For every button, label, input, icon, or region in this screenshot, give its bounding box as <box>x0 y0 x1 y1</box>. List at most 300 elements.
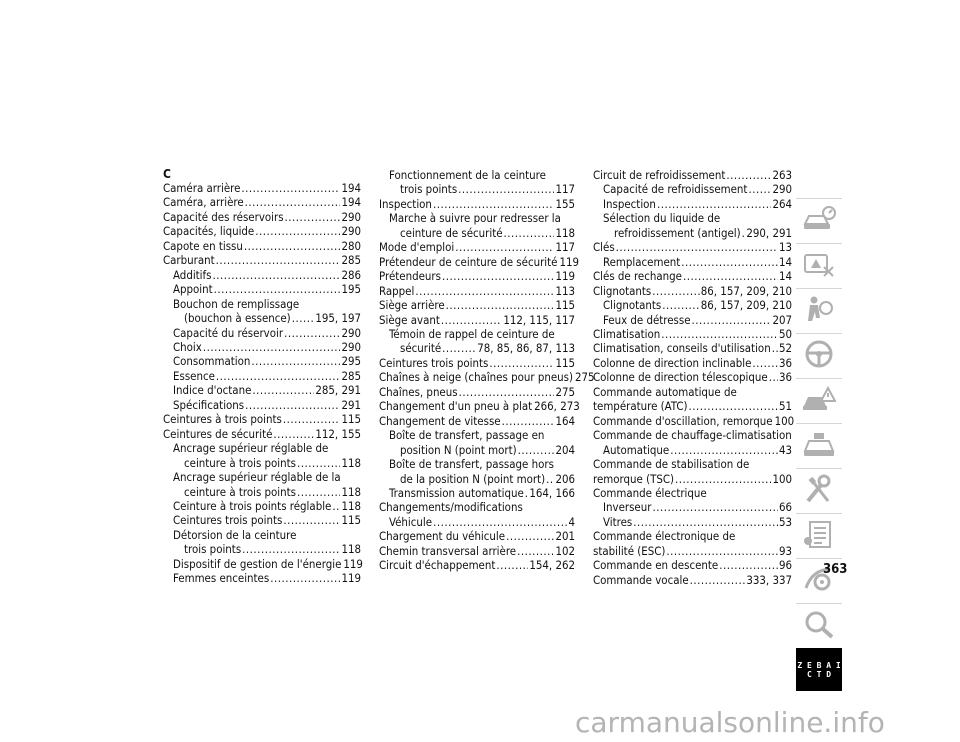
entry-text: trois points <box>184 542 242 557</box>
dot-leader <box>244 239 341 253</box>
dot-leader <box>459 385 555 399</box>
entry-text: Caméra, arrière <box>163 195 244 210</box>
entry-text: Clés <box>593 240 615 255</box>
index-entry <box>379 327 575 341</box>
index-entry <box>163 557 361 571</box>
dot-leader <box>769 370 778 384</box>
wrench-screwdriver-icon <box>802 474 836 508</box>
entry-pages: 290 <box>772 182 792 197</box>
index-entry <box>163 326 361 340</box>
entry-pages: 275 <box>574 370 595 385</box>
dot-leader <box>442 341 476 355</box>
entry-pages: 119 <box>555 269 575 284</box>
index-entry <box>163 354 361 368</box>
entry-pages: 195, 197 <box>315 311 361 326</box>
index-entry <box>163 441 361 455</box>
entry-text: Feux de détresse <box>603 312 691 327</box>
dot-leader <box>255 224 340 238</box>
tab-car-gauge[interactable] <box>796 198 842 242</box>
index-column-3 <box>593 168 795 587</box>
index-entry <box>379 284 575 298</box>
entry-pages: 118 <box>555 225 575 240</box>
entry-text: stabilité (ESC) <box>593 543 666 558</box>
entry-text: (bouchon à essence) <box>184 311 291 326</box>
entry-pages: 291 <box>341 397 361 412</box>
index-entry <box>163 282 361 296</box>
index-entry <box>593 226 792 240</box>
entry-pages: 119 <box>559 254 580 269</box>
tab-steering-wheel[interactable] <box>796 333 842 377</box>
index-entry <box>593 269 792 283</box>
entry-pages: 290 <box>341 224 361 239</box>
entry-text: Chaînes, pneus <box>379 384 458 399</box>
index-az-icon: Z E B A I C T D <box>797 660 841 679</box>
entry-pages: 117 <box>555 240 575 255</box>
index-entry <box>163 340 361 354</box>
entry-text: Transmission automatique <box>389 485 524 500</box>
index-entry <box>163 210 361 224</box>
entry-pages: 102 <box>555 543 575 558</box>
index-entry <box>163 513 361 527</box>
entry-text: Ancrage supérieur réglable de la <box>173 470 341 485</box>
index-entry <box>379 414 575 428</box>
dot-leader <box>245 195 341 209</box>
entry-pages: 53 <box>778 514 792 529</box>
page-number: 363 <box>823 562 848 577</box>
tab-airbag-person[interactable] <box>796 288 842 332</box>
index-entry <box>379 472 575 486</box>
dot-leader <box>666 544 778 558</box>
index-entry <box>163 311 361 325</box>
tab-spec-list[interactable] <box>796 513 842 557</box>
index-entry <box>593 544 792 558</box>
entry-text: Chargement du véhicule <box>379 529 506 544</box>
entry-pages: 194 <box>341 181 361 195</box>
index-entry <box>593 399 792 413</box>
index-entry <box>379 298 575 312</box>
entry-text: Essence <box>173 368 215 383</box>
index-entry <box>593 486 792 500</box>
index-entry <box>379 313 575 327</box>
entry-pages: 280 <box>341 238 361 253</box>
dot-leader <box>212 268 340 282</box>
dot-leader <box>433 515 567 529</box>
magnifier-icon <box>802 609 836 643</box>
entry-pages: 119 <box>343 556 363 571</box>
index-entry <box>379 500 575 514</box>
dot-leader <box>297 485 340 499</box>
entry-text: Commande vocale <box>593 572 689 587</box>
entry-pages: 51 <box>778 399 792 414</box>
entry-pages: 43 <box>778 442 792 457</box>
entry-text: Ceintures trois points <box>173 513 283 528</box>
index-entry <box>593 573 792 587</box>
index-entry <box>379 240 575 254</box>
entry-text: Ceintures trois points <box>379 355 489 370</box>
entry-text: Siège avant <box>379 312 440 327</box>
tab-dashboard-warning[interactable] <box>796 243 842 287</box>
index-entry <box>593 356 792 370</box>
entry-pages: 115 <box>341 412 361 427</box>
index-entry <box>593 413 795 428</box>
index-entry <box>163 571 361 585</box>
dot-leader <box>458 182 554 196</box>
entry-pages: 14 <box>778 254 792 269</box>
entry-text: Dispositif de gestion de l'énergie <box>173 556 342 571</box>
entry-pages: 204 <box>555 442 575 457</box>
entry-pages: 290 <box>341 325 361 340</box>
entry-pages: 66 <box>778 500 792 515</box>
dot-leader <box>245 398 340 412</box>
entry-pages: 118 <box>341 498 361 513</box>
entry-text: Circuit d'échappement <box>379 558 496 573</box>
tab-car-service[interactable] <box>796 423 842 467</box>
entry-pages: 286 <box>341 267 361 282</box>
dot-leader <box>670 443 778 457</box>
entry-pages: 4 <box>568 514 575 529</box>
car-hazard-icon <box>802 384 836 418</box>
dot-leader <box>284 326 340 340</box>
index-entry <box>163 427 361 441</box>
entry-pages: 112, 155 <box>315 426 361 441</box>
entry-text: Prétendeur de ceinture de sécurité <box>379 254 558 269</box>
index-entry <box>593 284 792 298</box>
dot-leader <box>216 253 341 267</box>
entry-text: Fonctionnement de la ceinture <box>389 168 546 182</box>
entry-pages: 333, 337 <box>746 572 792 587</box>
entry-pages: 285 <box>341 368 361 383</box>
index-entry <box>163 181 361 195</box>
index-entry <box>163 369 361 383</box>
index-entry <box>163 297 361 311</box>
entry-text: Climatisation, conseils d'utilisation <box>593 341 771 356</box>
entry-pages: 207 <box>772 312 792 327</box>
index-entry <box>593 428 792 442</box>
dot-leader <box>662 298 699 312</box>
entry-text: Prétendeurs <box>379 269 441 284</box>
entry-text: Témoin de rappel de ceinture de <box>389 326 555 341</box>
dot-leader <box>442 269 555 283</box>
entry-pages: 115 <box>341 513 361 528</box>
index-entry <box>163 542 361 556</box>
dot-leader <box>683 269 778 283</box>
entry-pages: 290, 291 <box>746 225 792 240</box>
dot-leader <box>546 472 554 486</box>
tab-magnifier[interactable] <box>796 603 842 647</box>
entry-text: Clignotants <box>593 283 652 298</box>
car-service-icon <box>802 429 836 463</box>
entry-pages: 154, 262 <box>529 558 575 573</box>
dot-leader <box>719 558 778 572</box>
index-entry <box>593 472 792 486</box>
entry-text: Véhicule <box>389 514 433 529</box>
index-entry <box>379 385 575 399</box>
index-entry <box>593 240 792 254</box>
index-entry <box>163 224 361 238</box>
index-entry <box>593 341 792 355</box>
entry-pages: 100 <box>772 471 792 486</box>
entry-text: Changements/modifications <box>379 500 523 515</box>
index-entry <box>593 197 792 211</box>
entry-text: Caméra arrière <box>163 181 241 195</box>
airbag-person-icon <box>802 294 836 328</box>
index-entry <box>379 226 575 240</box>
entry-text: Circuit de refroidissement <box>593 168 726 182</box>
index-entry <box>163 195 361 209</box>
index-entry <box>593 500 792 514</box>
entry-pages: 263 <box>772 168 792 182</box>
entry-text: Changement de vitesse <box>379 413 501 428</box>
dot-leader <box>517 544 554 558</box>
tab-index-az[interactable] <box>796 648 842 691</box>
dot-leader <box>652 284 699 298</box>
entry-text: Capacités, liquide <box>163 224 255 239</box>
index-entry <box>593 313 792 327</box>
dot-leader <box>415 284 554 298</box>
entry-text: Changement d'un pneu à plat <box>379 399 533 414</box>
spec-list-icon <box>802 519 836 553</box>
dot-leader <box>283 412 341 426</box>
entry-pages: 118 <box>341 484 361 499</box>
entry-text: ceinture à trois points <box>184 484 297 499</box>
entry-pages: 113 <box>555 283 575 298</box>
index-entry <box>379 428 575 442</box>
index-entry <box>163 268 361 282</box>
dot-leader <box>675 472 771 486</box>
entry-text: Inspection <box>603 196 656 211</box>
dot-leader <box>242 542 340 556</box>
entry-text: Remplacement <box>603 254 681 269</box>
entry-pages: 13 <box>778 240 792 255</box>
watermark: carmanualsonline.info <box>575 706 885 739</box>
dot-leader <box>689 399 778 413</box>
dot-leader <box>690 573 746 587</box>
dot-leader <box>496 558 528 572</box>
entry-text: Indice d'octane <box>173 383 252 398</box>
entry-pages: 52 <box>778 341 792 356</box>
entry-text: position N (point mort) <box>400 442 517 457</box>
dot-leader <box>455 240 554 254</box>
entry-pages: 36 <box>778 355 792 370</box>
entry-pages: 201 <box>555 529 575 544</box>
index-entry <box>593 529 792 543</box>
index-entry <box>379 168 575 182</box>
entry-text: Détorsion de la ceinture <box>173 527 297 542</box>
entry-text: Appoint <box>173 282 213 297</box>
index-entry <box>163 499 361 513</box>
index-entry <box>379 197 575 211</box>
entry-text: Bouchon de remplissage <box>173 296 300 311</box>
dashboard-warning-icon <box>802 249 836 283</box>
entry-text: Spécifications <box>173 397 245 412</box>
index-entry <box>379 486 575 500</box>
index-entry <box>593 211 792 225</box>
index-entry <box>593 182 792 196</box>
index-entry <box>593 168 792 182</box>
dot-leader <box>251 354 340 368</box>
entry-text: Sélection du liquide de <box>603 211 721 226</box>
index-entry <box>163 456 361 470</box>
dot-leader <box>726 168 771 182</box>
entry-pages: 36 <box>778 370 792 385</box>
dot-leader <box>506 529 554 543</box>
dot-leader <box>742 226 746 240</box>
index-entry <box>379 370 595 385</box>
index-entry <box>379 341 575 355</box>
entry-pages: 118 <box>341 542 361 557</box>
entry-text: Additifs <box>173 267 212 282</box>
entry-text: ceinture de sécurité <box>400 225 503 240</box>
index-entry <box>379 515 575 529</box>
index-entry <box>379 558 575 572</box>
entry-text: Colonne de direction inclinable <box>593 355 752 370</box>
index-entry <box>379 529 575 543</box>
index-entry <box>593 558 792 572</box>
entry-text: Ceinture à trois points réglable <box>173 498 332 513</box>
entry-text: Ceintures à trois points <box>163 412 282 427</box>
entry-pages: 119 <box>341 571 361 586</box>
entry-pages: 93 <box>778 543 792 558</box>
dot-leader <box>270 571 340 585</box>
entry-text: Chaînes à neige (chaînes pour pneus) <box>379 370 573 385</box>
entry-text: Capacité du réservoir <box>173 325 284 340</box>
entry-text: Automatique <box>603 442 670 457</box>
dot-leader <box>216 369 341 383</box>
dot-leader <box>489 356 554 370</box>
entry-text: Mode d'emploi <box>379 240 455 255</box>
dot-leader <box>752 356 778 370</box>
dot-leader <box>748 182 771 196</box>
dot-leader <box>633 515 778 529</box>
dot-leader <box>502 414 555 428</box>
entry-text: Marche à suivre pour redresser la <box>389 211 561 226</box>
entry-text: Capacité de refroidissement <box>603 182 748 197</box>
entry-pages: 100 <box>774 413 795 428</box>
dot-leader <box>518 443 555 457</box>
entry-pages: 275 <box>555 384 575 399</box>
entry-text: refroidissement (antigel) <box>614 225 741 240</box>
dot-leader <box>652 500 778 514</box>
entry-text: Commande de chauffage-climatisation <box>593 428 792 443</box>
entry-text: Choix <box>173 339 202 354</box>
entry-pages: 115 <box>555 298 575 313</box>
entry-pages: 295 <box>341 354 361 369</box>
index-entry <box>163 412 361 426</box>
index-entry <box>379 182 575 196</box>
index-entry <box>593 255 792 269</box>
index-entry <box>593 370 792 384</box>
tab-car-hazard[interactable] <box>796 378 842 422</box>
index-entry <box>379 269 575 283</box>
index-entry <box>593 457 792 471</box>
entry-pages: 117 <box>555 182 575 197</box>
entry-pages: 206 <box>555 471 575 486</box>
dot-leader <box>433 197 555 211</box>
dot-leader <box>692 313 772 327</box>
dot-leader <box>661 327 778 341</box>
dot-leader <box>657 197 772 211</box>
entry-text: Capote en tissu <box>163 238 243 253</box>
dot-leader <box>616 240 778 254</box>
entry-pages: 264 <box>772 196 792 211</box>
dot-leader <box>297 456 340 470</box>
dot-leader <box>285 210 341 224</box>
entry-pages: 86, 157, 209, 210 <box>700 298 792 313</box>
entry-text: Femmes enceintes <box>173 571 270 586</box>
dot-leader <box>525 486 529 500</box>
index-entry <box>379 457 575 471</box>
index-entry <box>379 544 575 558</box>
index-entry <box>379 211 575 225</box>
entry-pages: 195 <box>341 282 361 297</box>
entry-text: Colonne de direction télescopique <box>593 370 768 385</box>
entry-pages: 285, 291 <box>315 383 361 398</box>
entry-pages: 164, 166 <box>529 485 575 500</box>
entry-text: Commande automatique de <box>593 384 737 399</box>
dot-leader <box>283 513 340 527</box>
entry-pages: 50 <box>778 326 792 341</box>
entry-text: remorque (TSC) <box>593 471 675 486</box>
entry-text: Consommation <box>173 354 251 369</box>
entry-pages: 194 <box>341 195 361 210</box>
car-gauge-icon <box>802 204 836 238</box>
entry-pages: 96 <box>778 558 792 573</box>
dot-leader <box>681 255 778 269</box>
entry-text: température (ATC) <box>593 399 688 414</box>
index-entry <box>593 298 792 312</box>
dot-leader <box>504 226 555 240</box>
entry-text: Chemin transversal arrière <box>379 543 517 558</box>
entry-pages: 112, 115, 117 <box>503 312 575 327</box>
entry-pages: 285 <box>341 253 361 268</box>
tab-wrench-screwdriver[interactable] <box>796 468 842 512</box>
entry-pages: 14 <box>778 269 792 284</box>
entry-text: Inverseur <box>603 500 652 515</box>
dot-leader <box>214 282 341 296</box>
entry-pages: 86, 157, 209, 210 <box>700 283 792 298</box>
entry-pages: 164 <box>555 413 575 428</box>
entry-text: Clés de rechange <box>593 269 682 284</box>
index-entry <box>593 385 792 399</box>
entry-text: Ancrage supérieur réglable de <box>173 441 329 456</box>
index-entry <box>379 399 580 414</box>
entry-text: Rappel <box>379 283 415 298</box>
entry-text: Ceintures de sécurité <box>163 426 273 441</box>
entry-pages: 290 <box>341 339 361 354</box>
dot-leader <box>441 313 502 327</box>
entry-text: Inspection <box>379 196 432 211</box>
dot-leader <box>772 341 778 355</box>
entry-pages: 78, 85, 86, 87, 113 <box>477 341 575 356</box>
index-entry <box>379 443 575 457</box>
entry-text: sécurité <box>400 341 442 356</box>
entry-text: Capacité des réservoirs <box>163 209 284 224</box>
entry-text: Commande électrique <box>593 485 707 500</box>
index-column-1 <box>163 168 361 586</box>
entry-text: Siège arrière <box>379 298 445 313</box>
entry-text: Boîte de transfert, passage hors <box>389 457 554 472</box>
entry-pages: 266, 273 <box>534 399 580 414</box>
entry-text: Commande électronique de <box>593 529 736 544</box>
index-entry <box>163 239 361 253</box>
dot-leader <box>203 340 341 354</box>
entry-pages: 290 <box>341 209 361 224</box>
index-entry <box>163 485 361 499</box>
entry-text: Commande de stabilisation de <box>593 457 750 472</box>
dot-leader <box>241 181 340 195</box>
steering-wheel-icon <box>802 339 836 373</box>
index-entry <box>379 356 575 370</box>
